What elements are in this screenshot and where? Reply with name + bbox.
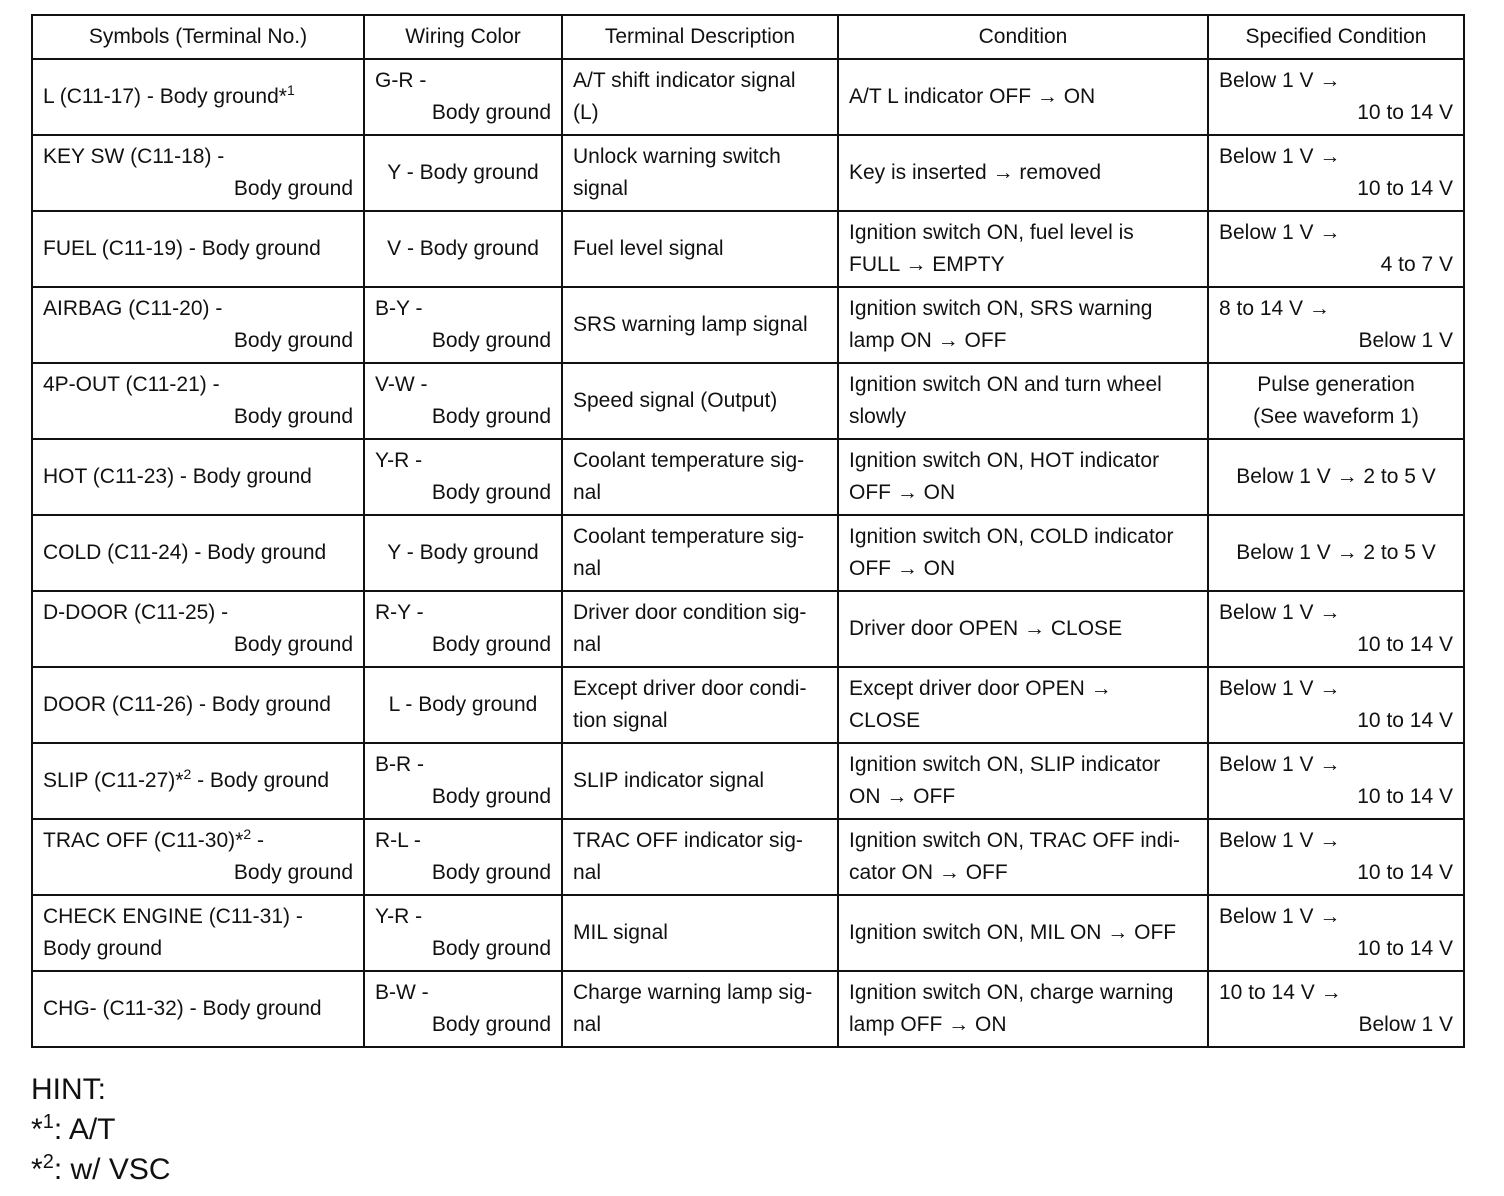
cell-condition <box>838 211 1208 287</box>
cell-condition <box>838 439 1208 515</box>
cell-specified-condition <box>1208 743 1464 819</box>
symbol-line <box>43 689 353 721</box>
condition-line: ON → OFF <box>849 785 956 808</box>
symbol-ground: Body ground <box>43 937 163 960</box>
description-line: nal <box>573 1013 602 1036</box>
symbol-ground: Body ground <box>233 177 353 200</box>
condition-line: Driver door OPEN → CLOSE <box>849 617 1123 640</box>
cell-specified-condition <box>1208 819 1464 895</box>
symbol-line <box>43 233 353 265</box>
cell-wiring-color <box>364 895 562 971</box>
table-row <box>32 59 1464 135</box>
condition-line: lamp OFF → ON <box>849 1013 1007 1036</box>
symbol-line <box>43 537 353 569</box>
table-row <box>32 743 1464 819</box>
header-symbols: Symbols (Terminal No.) <box>32 15 364 59</box>
cell-condition <box>838 59 1208 135</box>
description-line: SLIP indicator signal <box>573 769 765 792</box>
symbol-text: CHECK ENGINE (C11-31) - <box>43 905 303 928</box>
wire-color: Y - Body ground <box>387 161 539 184</box>
table-row <box>32 895 1464 971</box>
description-line: Driver door condition sig- <box>573 601 807 624</box>
table-row <box>32 515 1464 591</box>
symbol-text: D-DOOR (C11-25) - <box>43 601 229 624</box>
cell-specified-condition <box>1208 439 1464 515</box>
cell-description <box>562 211 838 287</box>
condition-line: lamp ON → OFF <box>849 329 1007 352</box>
table-row <box>32 211 1464 287</box>
symbol-text: TRAC OFF (C11-30)* <box>43 829 244 852</box>
spec-line: Pulse generation <box>1257 373 1415 396</box>
cell-symbol <box>32 211 364 287</box>
description-line: Charge warning lamp sig- <box>573 981 813 1004</box>
cell-condition <box>838 135 1208 211</box>
cell-wiring-color <box>364 59 562 135</box>
description-line: nal <box>573 557 602 580</box>
cell-description <box>562 591 838 667</box>
description-line: Except driver door condi- <box>573 677 807 700</box>
hint-sup: 1 <box>42 1111 54 1133</box>
cell-description <box>562 743 838 819</box>
cell-description <box>562 971 838 1047</box>
symbol-text: FUEL (C11-19) - Body ground <box>43 237 321 260</box>
cell-wiring-color <box>364 667 562 743</box>
cell-specified-condition <box>1208 591 1464 667</box>
wire-color: R-L - <box>375 829 421 852</box>
cell-wiring-color <box>364 363 562 439</box>
symbol-line <box>43 993 353 1025</box>
cell-symbol <box>32 819 364 895</box>
wire-color: B-Y - <box>375 297 423 320</box>
hint-note <box>31 1110 116 1150</box>
condition-line: Ignition switch ON, COLD indicator <box>849 525 1174 548</box>
spec-line: Below 1 V → <box>1219 601 1341 624</box>
condition-line: Except driver door OPEN → <box>849 677 1112 700</box>
cell-description <box>562 439 838 515</box>
table-row <box>32 287 1464 363</box>
cell-specified-condition <box>1208 59 1464 135</box>
cell-symbol <box>32 971 364 1047</box>
description-line: Speed signal (Output) <box>573 389 778 412</box>
symbol-text: DOOR (C11-26) - Body ground <box>43 693 331 716</box>
cell-condition <box>838 895 1208 971</box>
cell-condition <box>838 743 1208 819</box>
cell-description <box>562 819 838 895</box>
symbol-text-after: - <box>251 829 264 852</box>
cell-symbol <box>32 287 364 363</box>
description-line: Unlock warning switch <box>573 145 781 168</box>
cell-description <box>562 667 838 743</box>
description-line: Coolant temperature sig- <box>573 449 805 472</box>
wire-ground: Body ground <box>431 861 551 884</box>
wire-color: G-R - <box>375 69 427 92</box>
hint-note <box>31 1150 171 1190</box>
description-line: A/T shift indicator signal <box>573 69 796 92</box>
cell-wiring-color <box>364 287 562 363</box>
wire-ground: Body ground <box>431 405 551 428</box>
hint-sup: 2 <box>42 1151 54 1173</box>
wire-ground: Body ground <box>431 937 551 960</box>
cell-description <box>562 895 838 971</box>
cell-condition <box>838 591 1208 667</box>
cell-description <box>562 59 838 135</box>
spec-line: 10 to 14 V → <box>1219 981 1342 1004</box>
spec-line: Below 1 V → <box>1219 145 1341 168</box>
footnote-mark: 2 <box>243 826 252 842</box>
spec-line: 10 to 14 V <box>1357 861 1453 884</box>
wire-color: R-Y - <box>375 601 424 624</box>
cell-condition <box>838 667 1208 743</box>
spec-line: (See waveform 1) <box>1253 405 1419 428</box>
condition-line: slowly <box>849 405 907 428</box>
description-line: (L) <box>573 101 599 124</box>
header-specified-condition: Specified Condition <box>1208 15 1464 59</box>
wire-ground: Body ground <box>431 633 551 656</box>
hint-title: HINT: <box>31 1073 106 1106</box>
symbol-line <box>43 461 353 493</box>
wire-color: B-R - <box>375 753 424 776</box>
spec-line: 10 to 14 V <box>1357 101 1453 124</box>
cell-condition <box>838 287 1208 363</box>
cell-symbol <box>32 439 364 515</box>
cell-wiring-color <box>364 591 562 667</box>
description-line: Fuel level signal <box>573 237 724 260</box>
symbol-text-after: - Body ground <box>191 769 330 792</box>
condition-line: CLOSE <box>849 709 921 732</box>
cell-specified-condition <box>1208 895 1464 971</box>
description-line: SRS warning lamp signal <box>573 313 808 336</box>
description-line: signal <box>573 177 628 200</box>
cell-specified-condition <box>1208 515 1464 591</box>
hint-mark: * <box>31 1153 43 1186</box>
cell-specified-condition <box>1208 971 1464 1047</box>
spec-line: 10 to 14 V <box>1357 937 1453 960</box>
condition-line: cator ON → OFF <box>849 861 1008 884</box>
cell-wiring-color <box>364 515 562 591</box>
cell-symbol <box>32 895 364 971</box>
wire-ground: Body ground <box>431 481 551 504</box>
condition-line: Ignition switch ON, MIL ON → OFF <box>849 921 1177 944</box>
table-row <box>32 971 1464 1047</box>
symbol-line <box>43 141 353 173</box>
spec-line: Below 1 V → <box>1219 69 1341 92</box>
spec-line: 4 to 7 V <box>1380 253 1453 276</box>
wire-color: Y - Body ground <box>387 541 539 564</box>
spec-line: Below 1 V <box>1358 1013 1453 1036</box>
cell-description <box>562 515 838 591</box>
condition-line: Ignition switch ON, SLIP indicator <box>849 753 1161 776</box>
description-line: tion signal <box>573 709 668 732</box>
symbol-text: KEY SW (C11-18) - <box>43 145 225 168</box>
cell-wiring-color <box>364 743 562 819</box>
wire-color: V-W - <box>375 373 428 396</box>
spec-line: 8 to 14 V → <box>1219 297 1330 320</box>
cell-condition <box>838 971 1208 1047</box>
description-line: MIL signal <box>573 921 668 944</box>
cell-specified-condition <box>1208 135 1464 211</box>
cell-condition <box>838 819 1208 895</box>
spec-line: Below 1 V <box>1358 329 1453 352</box>
table-row <box>32 135 1464 211</box>
wire-color: L - Body ground <box>388 693 538 716</box>
symbol-text: L (C11-17) - Body ground* <box>43 85 287 108</box>
spec-line: Below 1 V → <box>1219 829 1341 852</box>
symbol-line <box>43 81 353 113</box>
terminal-table <box>31 14 1465 1048</box>
description-line: nal <box>573 861 602 884</box>
description-line: Coolant temperature sig- <box>573 525 805 548</box>
table-row <box>32 667 1464 743</box>
condition-line: A/T L indicator OFF → ON <box>849 85 1096 108</box>
symbol-line <box>43 901 353 933</box>
symbol-text: HOT (C11-23) - Body ground <box>43 465 312 488</box>
cell-symbol <box>32 591 364 667</box>
hint-text: : A/T <box>53 1113 116 1146</box>
table-body <box>32 59 1464 1047</box>
cell-symbol <box>32 743 364 819</box>
hint-text: : w/ VSC <box>53 1153 171 1186</box>
cell-description <box>562 363 838 439</box>
condition-line: Ignition switch ON, fuel level is <box>849 221 1134 244</box>
cell-symbol <box>32 667 364 743</box>
cell-description <box>562 287 838 363</box>
cell-specified-condition <box>1208 211 1464 287</box>
condition-line: Ignition switch ON, TRAC OFF indi- <box>849 829 1181 852</box>
header-wiring-color: Wiring Color <box>364 15 562 59</box>
wire-color: Y-R - <box>375 905 423 928</box>
spec-line: Below 1 V → <box>1219 905 1341 928</box>
symbol-text: COLD (C11-24) - Body ground <box>43 541 327 564</box>
spec-line: Below 1 V → <box>1219 753 1341 776</box>
cell-specified-condition <box>1208 287 1464 363</box>
symbol-line <box>43 293 353 325</box>
condition-line: Ignition switch ON and turn wheel <box>849 373 1162 396</box>
cell-description <box>562 135 838 211</box>
symbol-line <box>43 369 353 401</box>
description-line: nal <box>573 633 602 656</box>
spec-line: 10 to 14 V <box>1357 633 1453 656</box>
symbol-ground: Body ground <box>233 329 353 352</box>
condition-line: OFF → ON <box>849 557 956 580</box>
wire-color: V - Body ground <box>387 237 539 260</box>
condition-line: Ignition switch ON, charge warning <box>849 981 1174 1004</box>
cell-specified-condition <box>1208 667 1464 743</box>
symbol-line <box>43 825 353 857</box>
wire-ground: Body ground <box>431 329 551 352</box>
cell-symbol <box>32 363 364 439</box>
wire-ground: Body ground <box>431 1013 551 1036</box>
table-row <box>32 591 1464 667</box>
cell-wiring-color <box>364 819 562 895</box>
wire-ground: Body ground <box>431 785 551 808</box>
cell-wiring-color <box>364 439 562 515</box>
footnote-mark: 1 <box>286 82 295 98</box>
wire-ground: Body ground <box>431 101 551 124</box>
symbol-text: AIRBAG (C11-20) - <box>43 297 223 320</box>
symbol-ground: Body ground <box>233 861 353 884</box>
cell-symbol <box>32 135 364 211</box>
spec-line: Below 1 V → 2 to 5 V <box>1236 465 1436 488</box>
cell-condition <box>838 363 1208 439</box>
condition-line: Key is inserted → removed <box>849 161 1102 184</box>
symbol-ground: Body ground <box>233 633 353 656</box>
cell-wiring-color <box>364 211 562 287</box>
footnote-mark: 2 <box>183 766 192 782</box>
condition-line: Ignition switch ON, SRS warning <box>849 297 1153 320</box>
cell-condition <box>838 515 1208 591</box>
symbol-text: 4P-OUT (C11-21) - <box>43 373 220 396</box>
spec-line: Below 1 V → <box>1219 221 1341 244</box>
condition-line: OFF → ON <box>849 481 956 504</box>
header-row <box>32 15 1464 59</box>
symbol-text: SLIP (C11-27)* <box>43 769 184 792</box>
symbol-text: CHG- (C11-32) - Body ground <box>43 997 322 1020</box>
spec-line: Below 1 V → 2 to 5 V <box>1236 541 1436 564</box>
table-row <box>32 363 1464 439</box>
header-terminal-description: Terminal Description <box>562 15 838 59</box>
condition-line: Ignition switch ON, HOT indicator <box>849 449 1160 472</box>
symbol-line <box>43 597 353 629</box>
condition-line: FULL → EMPTY <box>849 253 1005 276</box>
description-line: nal <box>573 481 602 504</box>
hint-mark: * <box>31 1113 43 1146</box>
symbol-ground: Body ground <box>233 405 353 428</box>
spec-line: 10 to 14 V <box>1357 709 1453 732</box>
cell-wiring-color <box>364 971 562 1047</box>
wire-color: Y-R - <box>375 449 423 472</box>
cell-wiring-color <box>364 135 562 211</box>
description-line: TRAC OFF indicator sig- <box>573 829 803 852</box>
spec-line: 10 to 14 V <box>1357 785 1453 808</box>
symbol-line <box>43 765 353 797</box>
spec-line: Below 1 V → <box>1219 677 1341 700</box>
table-row <box>32 819 1464 895</box>
header-condition: Condition <box>838 15 1208 59</box>
cell-symbol <box>32 515 364 591</box>
table-row <box>32 439 1464 515</box>
cell-symbol <box>32 59 364 135</box>
wire-color: B-W - <box>375 981 429 1004</box>
cell-specified-condition <box>1208 363 1464 439</box>
spec-line: 10 to 14 V <box>1357 177 1453 200</box>
